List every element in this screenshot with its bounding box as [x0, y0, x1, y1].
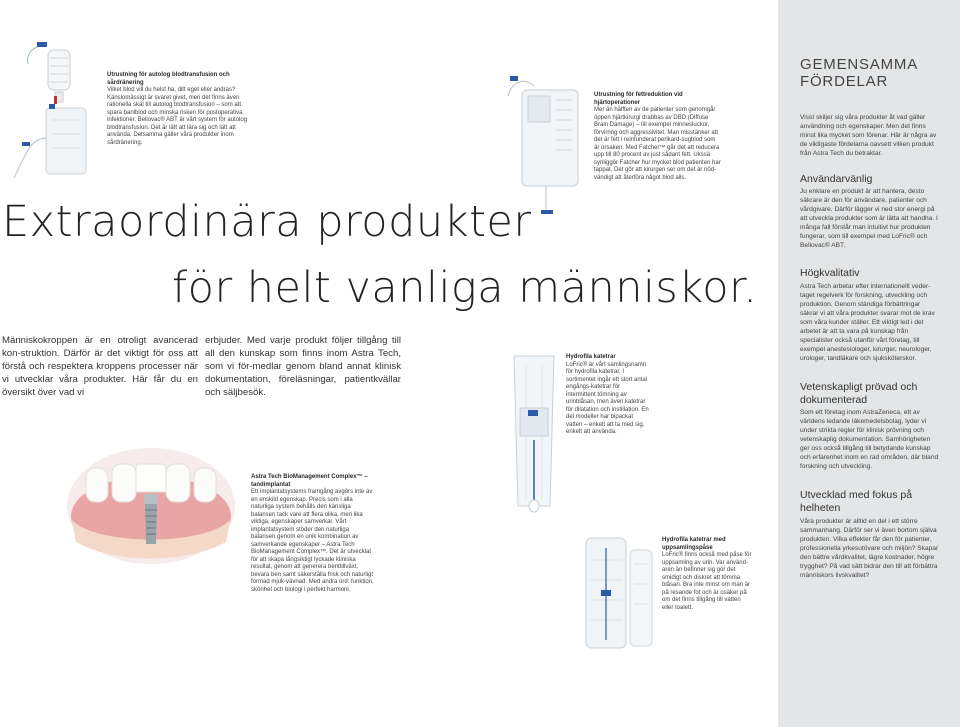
intro-column-2: erbjuder. Med varje produkt följer tillgång till all den kunskap som finns inom Astra Tech, som vi för-medlar genom bland annat klinisk dokumentation, föreläsningar, patientkvällar och säljbesök.: [205, 335, 401, 398]
caption-title: Utrustning för autolog blodtransfusion och sårdränering: [107, 72, 230, 86]
caption-body: LoFric® är vårt samlingsnamn för hydrofila katetrar. I sortimentet ingår ett stort antal engångs-katetrar för intermittent tömning av urinblåsan, men även katetrar för dilatation och instillation. En del modeller har bipackat vatten – enkelt att ta med sig, enkelt att använda.: [566, 361, 649, 435]
caption-title: Astra Tech BioManagement Complex™ – tandimplantat: [251, 474, 368, 488]
caption-title: Utrustning för fettreduktion vid hjärtoperationer: [594, 92, 683, 106]
sidebar-text-quality: Astra Tech arbetar efter internationellt veder-taget regelverk för forskning, utveckling och produktion. Genom ständiga förbättringar säkrar vi att våra produkter svarar mot de krav som våra kunder ställer. Ett viktigt led i det arbetet är att ta vara på kunskap från specialister också utanför vårt företag, till exempel anestesiologer, kirurger, neurologer, urologer, tandläkare och sjuksköterskor.: [800, 283, 935, 362]
sidebar-heading-usability: Användarvänlig: [800, 173, 873, 185]
intro-column-1: Människokroppen är en otroligt avancerad kon-struktion. Därför är det viktigt för oss att förstå och respektera kroppens processer när vi utvecklar våra produkter. Här får du en översikt över vad vi: [2, 335, 198, 398]
sidebar-text-usability: Ju enklare en produkt är att hantera, desto säkrare är den för användare, patienter och vårdgivare. Därför lägger vi ned stor energi på att utveckla produkter som är lätta att handha. I många fall förstår man intuitivt hur produkten fungerar, som till exempel med LoFric® och Bellovac® ABT.: [800, 188, 938, 249]
sidebar-title: GEMENSAMMA FÖRDELAR: [800, 56, 919, 90]
catheter-bag-caption: [662, 537, 752, 612]
caption-body: Mer än hälften av de patienter som genomgår öppen hjärtkirurgi drabbas av DBD (Diffuse Brain Damage) – till exempel minnesluckor, förvirring och aggressivitet. Man misstänker att det är fett i reinfunderat perikard-sugblod som är orsaken. Med Fatcher™ går det att reducera upp till 80 procent av just sådant fett. Ukssä synliggör Fatcher hur mycket blod patienten har tappat. Det gör att kirurgen ser om det är nöd-vändigt att återföra något blod alls.: [594, 107, 721, 181]
sidebar-intro: Visst skiljer sig våra produkter åt vad gäller användning och egenskaper. Men det finns minst lika mycket som förenar. Här är några av de viktigaste fördelarna oavsett vilken produkt från Astra Tech du betraktar.: [800, 114, 937, 157]
catheter-bag-image: [576, 530, 662, 658]
caption-title: Hydrofila katetrar: [566, 354, 616, 360]
headline-line-2: för helt vanliga människor.: [172, 263, 758, 313]
caption-body: LoFric® finns också med påse för uppsamling av urin. Var använd-aren än befinner sig gör det smidigt och diskret att tömma blåsan. Bra inte minst om man är på resande fot och är osäker på om det finns tillgång till vatten eller toalett.: [662, 552, 752, 611]
caption-body: Ett implantatsystems framgång avgörs inte av en enskild egenskap. Precis som i alla naturliga system behålls den känsliga balansen tack vare att flera olika, men lika viktiga, egenskaper samverkar. Vårt implantatsystem stöder den naturliga balansen genom en unik kombination av samverkande egenskaper – Astra Tech BioManagement Complex™. Det är utvecklat för att skapa långsiktigt lyckade kliniska resultat, genom att generera benttillväxt, bevara ben samt säkerställa frisk och naturligt formad mjuk-vävnad. Med andra ord: funktion, skönhet och biologi i perfekt harmoni.: [251, 489, 374, 593]
caption-body: Vilket blod vill du helst ha, ditt eget eller andras? Känslomässigt är svaret givet, men det finns även rationella skäl till autolog blodtransfusion – som att spara banlblod och minska risken för postoperativa infektioner. Bellovac® ABT är vårt system för autolog blodtransfusion. Det är lätt att lära sig och lätt att använda. Detsamma gäller våra produkter inom sårdränering.: [107, 87, 248, 146]
sidebar-text-holistic: Våra produkter är alltid en del i ett större sammanhang. Därför ser vi även bortom själva produkten. Vilka effekter får den för patienter, professionella yrkesutövare och miljön? Skapar den bättre vårdkvalitet, lägre kostnader, högre trygghet? På vad sätt bidrar den till att förbättra människors livskvalitet?: [800, 518, 939, 579]
benefits-sidebar: [778, 0, 960, 727]
sidebar-heading-science: Vetenskapligt prövad och dokumenterad: [800, 381, 918, 406]
blood-transfusion-product-image: [10, 38, 102, 188]
hydrophilic-catheter-caption: [566, 354, 650, 437]
fat-reduction-caption: [594, 92, 722, 182]
dental-implant-caption: [251, 474, 375, 594]
headline-line-1: Extraordinära produkter: [2, 197, 532, 247]
sidebar-text-science: Som ett företag inom AstraZeneca, ett av världens ledande läkemedelsbolag, lyder vi under strikta regler för klinisk prövning och vetenskaplig dokumentation. Samhörigheten ger oss också tillgång till betydande kunskap och erfarenhet inom en rad områden, där bland forskning och utveckling.: [800, 409, 939, 470]
blood-transfusion-caption: [107, 72, 255, 147]
caption-title: Hydrofila katetrar med uppsamlingspåse: [662, 537, 726, 551]
sidebar-heading-holistic: Utvecklad med fokus på helheten: [800, 489, 913, 514]
hydrophilic-catheter-image: [506, 350, 562, 520]
dental-implant-image: [66, 446, 236, 566]
sidebar-heading-quality: Högkvalitativ: [800, 267, 860, 279]
